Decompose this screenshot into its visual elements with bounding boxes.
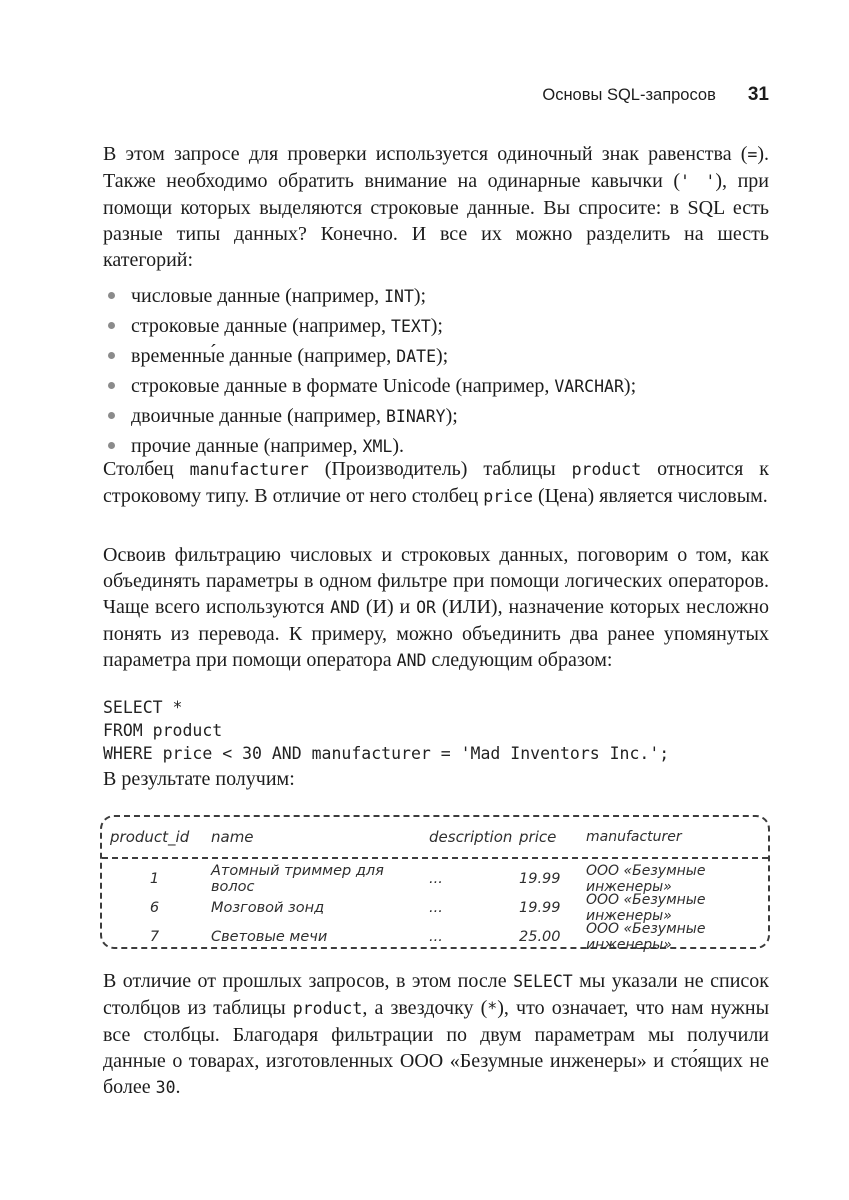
inline-code: TEXT	[391, 317, 431, 336]
query-result-table	[100, 815, 770, 953]
inline-code: manufacturer	[189, 460, 309, 479]
inline-code: price	[483, 487, 533, 506]
cell-manufacturer: ООО «Безумные инженеры»	[586, 892, 706, 924]
cell-product-id: 6	[149, 900, 160, 916]
list-item	[103, 283, 769, 313]
sql-code-block	[103, 696, 769, 765]
cell-price: 19.99	[519, 871, 561, 887]
list-item-text: двоичные данные (например,	[131, 405, 386, 427]
paragraph-text: следующим образом:	[426, 649, 613, 671]
cell-name: Световые мечи	[211, 929, 328, 945]
column-header: price	[519, 828, 557, 846]
paragraph-result-intro: В результате получим:	[103, 768, 295, 790]
paragraph-columns	[103, 456, 769, 510]
cell-name: Мозговой зонд	[211, 900, 325, 916]
chapter-title: Основы SQL-запросов	[542, 86, 716, 104]
inline-code: OR	[416, 598, 436, 617]
bullet-dot-icon	[108, 352, 115, 359]
paragraph-operators	[103, 542, 769, 674]
paragraph-text: Столбец	[103, 458, 190, 480]
list-item-text: );	[430, 315, 443, 337]
inline-code: BINARY	[385, 407, 446, 426]
cell-manufacturer: ООО «Безумные инженеры»	[586, 921, 706, 953]
cell-product-id: 1	[149, 871, 160, 887]
paragraph-text: мы указали не список столбцов из таблицы	[103, 970, 770, 1019]
page-number: 31	[747, 84, 769, 105]
inline-code: =	[747, 145, 758, 164]
paragraph-text: ), при помощи которых выделяются строковые данные. Вы спросите: в SQL есть разные типы данных? Конечно. И все их можно разделить на шесть категорий:	[103, 170, 769, 271]
paragraph-text: Освоив фильтрацию числовых и строковых данных, поговорим о том, как объединять параметры в одном фильтре при помощи логических операторов. Чаще всего используются	[103, 544, 769, 618]
paragraph-text: В этом запросе для проверки используется одиночный знак равенства (	[103, 143, 748, 165]
inline-code: AND	[330, 598, 360, 617]
inline-code: *	[487, 999, 498, 1018]
bullet-dot-icon	[108, 382, 115, 389]
paragraph-text: ), что означает, что нам нужны все столбцы. Благодаря фильтрации по двум параметрам мы получили данные о товарах, изготовленных ООО «Безумные инженеры» и сто́ящих не более	[103, 997, 770, 1098]
cell-description: ...	[429, 871, 443, 887]
bullet-dot-icon	[108, 412, 115, 419]
list-item-text: );	[445, 405, 458, 427]
column-header: manufacturer	[586, 829, 682, 845]
running-head	[103, 84, 769, 106]
table-row	[102, 921, 768, 953]
cell-description: ...	[429, 900, 443, 916]
column-header: product_id	[110, 828, 190, 846]
list-item-text: строковые данные (например,	[131, 315, 392, 337]
data-types-list	[103, 283, 769, 463]
inline-code: XML	[362, 437, 393, 456]
list-item-text: );	[436, 345, 449, 367]
table-header-row	[102, 817, 768, 859]
list-item	[103, 403, 769, 433]
cell-description: ...	[429, 929, 443, 945]
paragraph-conclusion	[103, 968, 769, 1101]
inline-code: VARCHAR	[554, 377, 624, 396]
list-item	[103, 373, 769, 403]
cell-price: 19.99	[519, 900, 561, 916]
list-item-text: ).	[392, 435, 404, 457]
inline-code: DATE	[396, 347, 437, 366]
bullet-dot-icon	[108, 322, 115, 329]
column-header: description	[429, 828, 513, 846]
paragraph-text: относится к строковому типу. В отличие от него столбец	[103, 458, 769, 507]
list-item	[103, 313, 769, 343]
list-item	[103, 343, 769, 373]
list-item-text: );	[623, 375, 637, 397]
column-header: name	[211, 828, 254, 846]
table-row	[102, 863, 768, 895]
table-row	[102, 892, 768, 924]
inline-code: SELECT	[513, 972, 573, 991]
cell-price: 25.00	[519, 929, 561, 945]
paragraph-intro	[103, 141, 769, 273]
bullet-dot-icon	[108, 442, 115, 449]
paragraph-text: (Цена) является числовым.	[532, 485, 768, 507]
list-item-text: прочие данные (например,	[131, 435, 363, 457]
paragraph-text: В отличие от прошлых запросов, в этом после	[103, 970, 514, 992]
paragraph-text: (ИЛИ), назначение которых несложно понять из перевода. К примеру, можно объединить два ранее упомянутых параметра при помощи оператора	[103, 596, 769, 671]
paragraph-text: ). Также необходимо обратить внимание на одинарные кавычки (	[103, 143, 769, 192]
inline-code: 30	[155, 1078, 176, 1097]
list-item-text: временны́е данные (например,	[131, 345, 397, 367]
code-line: SELECT *	[103, 698, 183, 717]
bullet-dot-icon	[108, 292, 115, 299]
paragraph-text: (И) и	[359, 596, 417, 618]
cell-name: Атомный триммер для волос	[211, 863, 384, 895]
paragraph-text: .	[175, 1076, 181, 1098]
code-line: FROM product	[103, 721, 223, 740]
inline-code: product	[292, 999, 363, 1018]
table-body	[102, 859, 768, 953]
cell-product-id: 7	[149, 929, 160, 945]
code-line: WHERE price < 30 AND manufacturer = 'Mad Inventors Inc.';	[103, 744, 670, 763]
list-item-text: строковые данные в формате Unicode (например,	[131, 375, 555, 397]
inline-code: AND	[396, 651, 427, 670]
paragraph-text: (Производитель) таблицы	[308, 458, 572, 480]
inline-code: product	[571, 460, 642, 479]
cell-manufacturer: ООО «Безумные инженеры»	[586, 863, 706, 895]
paragraph-text: , а звездочку (	[362, 997, 488, 1019]
inline-code: ' '	[680, 172, 716, 191]
list-item-text: );	[413, 285, 427, 307]
list-item-text: числовые данные (например,	[131, 285, 385, 307]
inline-code: INT	[384, 287, 414, 306]
